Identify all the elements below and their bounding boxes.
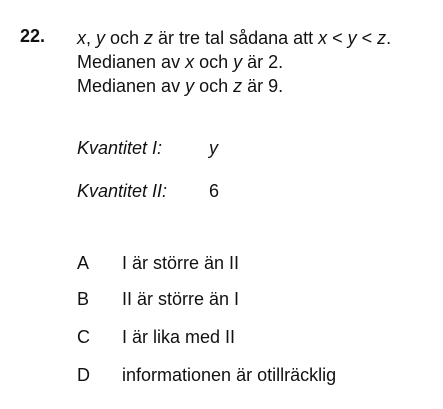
option-letter: C [77,327,90,347]
answer-option-b[interactable] [77,289,239,310]
text: och [194,52,234,72]
stem-line-1 [77,26,391,50]
var-y: y [96,28,106,48]
var-x: x [318,28,328,48]
var-y: y [347,28,357,48]
var-z: z [233,76,243,96]
text: < [327,28,348,48]
option-letter: A [77,253,90,273]
text: är tre tal sådana att [153,28,319,48]
text: och [105,28,145,48]
var-y: y [233,52,243,72]
text: . [386,28,392,48]
answer-option-a[interactable] [77,253,239,274]
text: och [194,76,234,96]
option-letter: B [77,289,90,309]
answer-option-d[interactable] [77,365,336,386]
text: < [356,28,378,48]
question-number: 22. [20,26,46,46]
option-text: informationen är otillräcklig [122,365,337,385]
var-z: z [377,28,387,48]
text: Medianen av [77,76,186,96]
question-stem [77,26,391,98]
quantity-label: Kvantitet I: [77,138,163,158]
text: är 9. [242,76,284,96]
stem-line-2 [77,50,391,74]
var-y: y [185,76,195,96]
text: Medianen av [77,52,186,72]
var-x: x [77,28,86,48]
quantity-value: 6 [209,181,220,201]
option-text: II är större än I [122,289,240,309]
text: är 2. [242,52,284,72]
answer-option-c[interactable] [77,327,235,348]
quantity-label: Kvantitet II: [77,181,168,201]
var-x: x [185,52,195,72]
quantity-value: y [209,138,218,158]
option-text: I är lika med II [122,327,236,347]
option-letter: D [77,365,90,385]
quantity-2 [77,181,220,202]
text: , [86,28,97,48]
option-text: I är större än II [122,253,240,273]
stem-line-3 [77,74,391,98]
var-z: z [144,28,154,48]
quantity-1 [77,138,218,159]
